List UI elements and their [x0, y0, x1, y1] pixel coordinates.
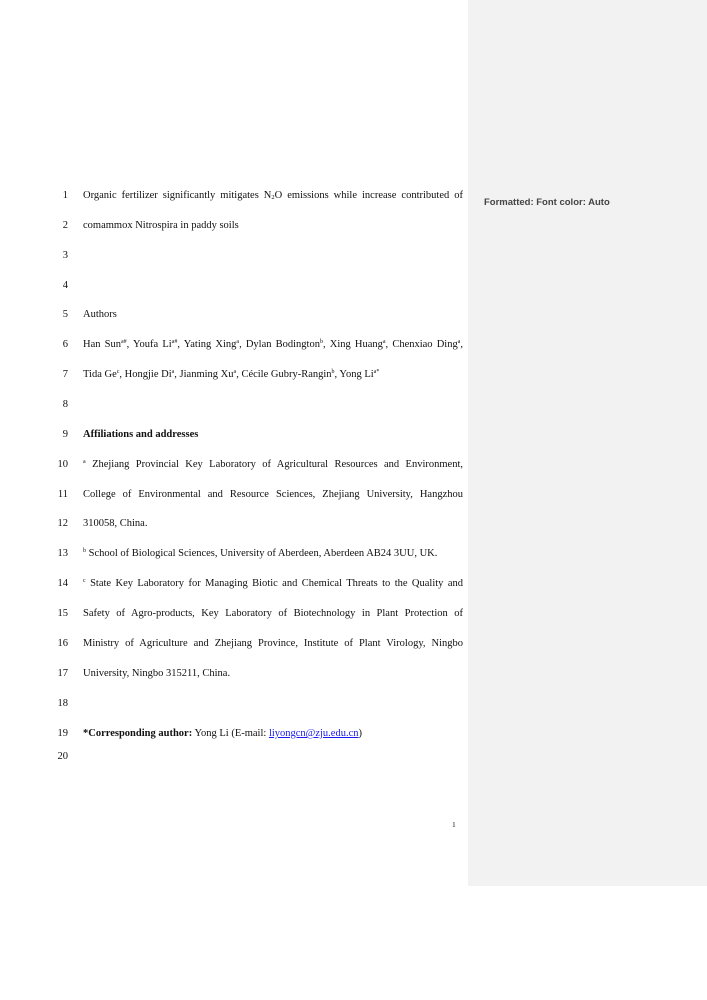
manuscript-line-20: [0, 749, 468, 765]
authors-heading: Authors: [83, 309, 117, 320]
title-line-1: Organic fertilizer significantly mitigates $N_2O$ emissions while increase contributed of: [83, 190, 463, 201]
affiliation-c-line-4: University, Ningbo 315211, China.: [83, 668, 231, 679]
title-line-2: comammox Nitrospira in paddy soils: [83, 220, 239, 231]
author-name: Han Sun: [83, 339, 121, 350]
corresponding-author-label: *Corresponding author:: [83, 728, 193, 739]
manuscript-line-13: [0, 546, 468, 562]
manuscript-line-18: [0, 696, 468, 712]
affiliation-c-line-2: Safety of Agro-products, Key Laboratory of Biotechnology in Plant Protection of: [83, 608, 463, 619]
line-number: 17: [57, 668, 68, 679]
authors-line-2: Tida Ge$^c$, Hongjie Di$^a$, Jianming Xu$^a$, Cécile Gubry-Rangin$^b$, Yong $Li^{a*}$: [83, 369, 380, 380]
line-number: 9: [62, 429, 68, 440]
corresponding-author: *Corresponding author: Yong Li (E-mail: liyongcn@zju.edu.cn): [83, 728, 363, 739]
affiliation-c-line-3: Ministry of Agriculture and Zhejiang Province, Institute of Plant Virology, Ningbo: [83, 638, 463, 649]
manuscript-line-2: [0, 218, 468, 234]
comment-pane-label: Formatted: Font color: Auto: [484, 197, 610, 208]
manuscript-line-17: [0, 666, 468, 682]
line-number: 10: [57, 459, 68, 470]
author-name: Cécile Gubry-Rangin: [241, 369, 332, 380]
author-name: Xing Huang: [329, 339, 383, 350]
author-name: Tida Ge: [83, 369, 117, 380]
line-number: 3: [62, 250, 68, 261]
email-link[interactable]: liyongcn@zju.edu.cn: [268, 728, 359, 739]
line-number: 1: [62, 190, 68, 201]
line-number: 4: [62, 280, 68, 291]
line-number: 11: [57, 489, 68, 500]
author-name: Yating Xing: [183, 339, 237, 350]
manuscript-line-6: [0, 337, 468, 353]
manuscript-line-14: [0, 576, 468, 592]
affiliation-c-line-1: $^c$ State Key Laboratory for Managing Biotic and Chemical Threats to the Quality and: [83, 578, 463, 589]
line-number: 13: [57, 548, 68, 559]
affiliation-b-line-1: $^b$ School of Biological Sciences, University of Aberdeen, Aberdeen AB24 3UU, UK.: [83, 548, 438, 559]
line-number: 5: [62, 309, 68, 320]
line-number: 16: [57, 638, 68, 649]
manuscript-line-12: [0, 516, 468, 532]
author-name: Yong Li: [339, 369, 374, 380]
affiliations-heading: Affiliations and addresses: [83, 429, 199, 440]
line-number: 8: [62, 399, 68, 410]
comment-pane: [468, 0, 707, 886]
manuscript-line-11: [0, 487, 468, 503]
line-number: 20: [57, 751, 68, 762]
line-number: 7: [62, 369, 68, 380]
manuscript-line-3: [0, 248, 468, 264]
line-number: 18: [57, 698, 68, 709]
affiliation-a-line-3: 310058, China.: [83, 518, 148, 529]
line-number: 19: [57, 728, 68, 739]
author-name: Chenxiao Ding: [392, 339, 458, 350]
manuscript-line-8: [0, 397, 468, 413]
manuscript-line-7: [0, 367, 468, 383]
manuscript-line-1: [0, 188, 468, 204]
author-name: Youfa Li: [133, 339, 172, 350]
manuscript-line-15: [0, 606, 468, 622]
manuscript-line-16: [0, 636, 468, 652]
line-number: 14: [57, 578, 68, 589]
line-number: 12: [57, 518, 68, 529]
author-name: Hongjie Di: [124, 369, 172, 380]
affiliation-a-line-2: College of Environmental and Resource Sciences, Zhejiang University, Hangzhou: [83, 489, 463, 500]
line-number: 6: [62, 339, 68, 350]
authors-line-1: Han Sun$^{a\#}$, Youfa $Li^{a\#}$, Yating Xing$^a$, Dylan Bodington$^b$, Xing Huang$^a$, Chenxiao Ding$^a$,: [83, 339, 463, 350]
line-number: 15: [57, 608, 68, 619]
affiliation-a-line-1: $^a$ Zhejiang Provincial Key Laboratory of Agricultural Resources and Environment,: [83, 459, 463, 470]
manuscript-line-9: [0, 427, 468, 443]
manuscript-line-19: [0, 726, 468, 742]
manuscript-line-10: [0, 457, 468, 473]
page-number: 1: [452, 820, 456, 829]
author-name: Jianming Xu: [179, 369, 234, 380]
author-name: Dylan Bodington: [245, 339, 320, 350]
manuscript-line-5: [0, 307, 468, 323]
manuscript-line-4: [0, 278, 468, 294]
line-number: 2: [62, 220, 68, 231]
